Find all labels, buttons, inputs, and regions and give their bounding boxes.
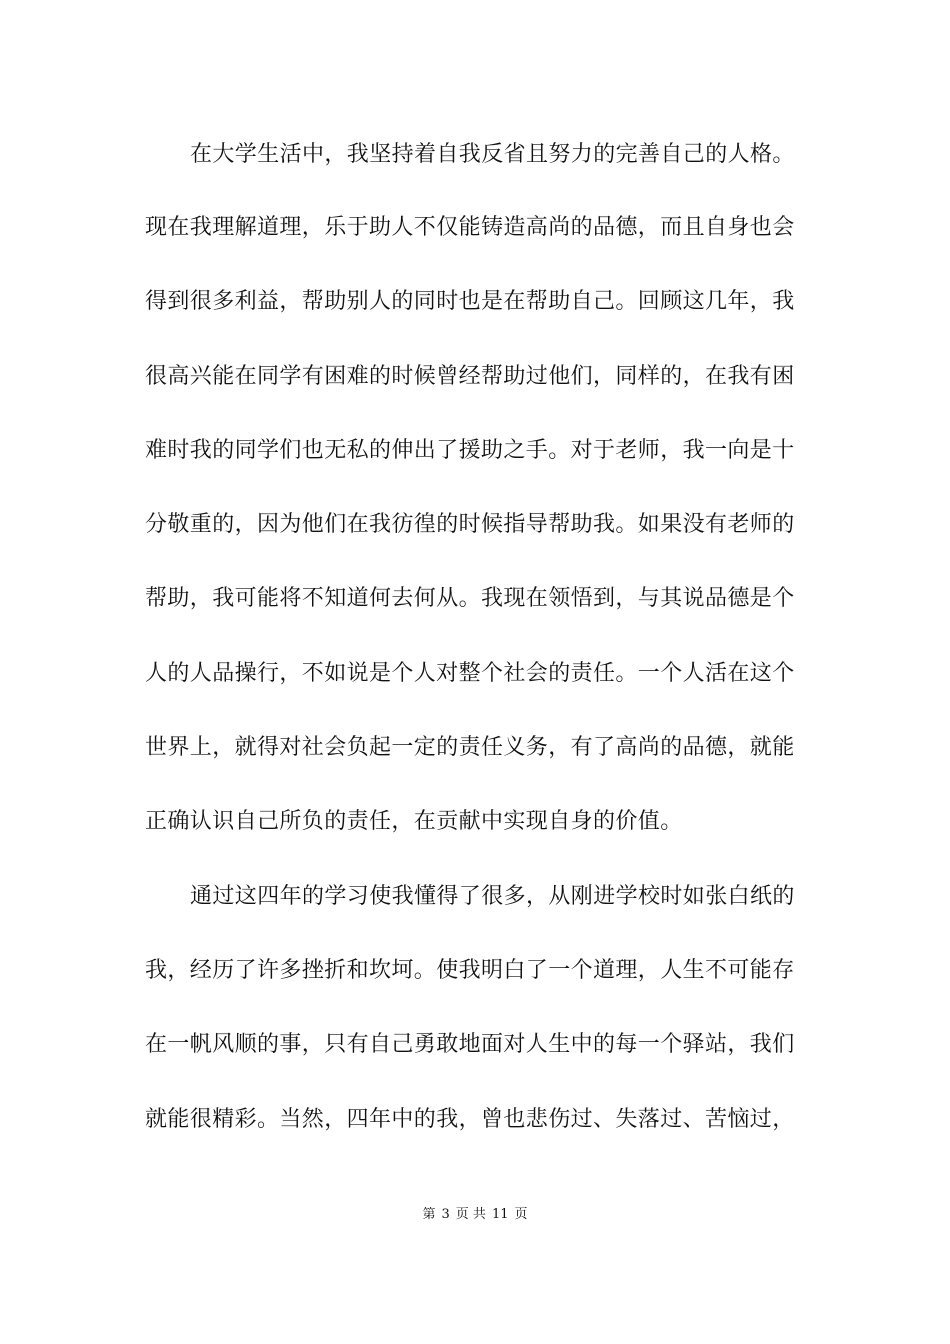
paragraph-1-line-9: 世界上，就得对社会负起一定的责任义务，有了高尚的品德，就能	[145, 735, 795, 760]
paragraph-2-line-4: 就能很精彩。当然，四年中的我，曾也悲伤过、失落过、苦恼过，	[145, 1107, 795, 1132]
paragraph-1-line-5: 难时我的同学们也无私的伸出了援助之手。对于老师，我一向是十	[145, 438, 795, 463]
paragraph-2-line-1: 通过这四年的学习使我懂得了很多，从刚进学校时如张白纸的	[190, 884, 795, 909]
paragraph-1-line-6: 分敬重的，因为他们在我彷徨的时候指导帮助我。如果没有老师的	[145, 512, 795, 537]
paragraph-1-line-7: 帮助，我可能将不知道何去何从。我现在领悟到，与其说品德是个	[145, 586, 795, 611]
footer-mid: 页 共	[455, 1207, 486, 1222]
footer-prefix: 第	[422, 1207, 436, 1222]
footer-current-page: 3	[441, 1207, 450, 1222]
paragraph-1-line-8: 人的人品操行，不如说是个人对整个社会的责任。一个人活在这个	[145, 661, 795, 686]
paragraph-1-line-3: 得到很多利益，帮助别人的同时也是在帮助自己。回顾这几年，我	[145, 289, 795, 314]
paragraph-1-line-2: 现在我理解道理，乐于助人不仅能铸造高尚的品德，而且自身也会	[145, 215, 795, 240]
paragraph-2-line-2: 我，经历了许多挫折和坎坷。使我明白了一个道理，人生不可能存	[145, 958, 795, 983]
paragraph-1-line-10: 正确认识自己所负的责任，在贡献中实现自身的价值。	[145, 809, 683, 834]
footer-total-pages: 11	[491, 1207, 509, 1222]
paragraph-1-line-1: 在大学生活中，我坚持着自我反省且努力的完善自己的人格。	[190, 142, 795, 167]
paragraph-2-line-3: 在一帆风顺的事，只有自己勇敢地面对人生中的每一个驿站，我们	[145, 1032, 795, 1057]
footer-suffix: 页	[514, 1207, 528, 1222]
paragraph-1-line-4: 很高兴能在同学有困难的时候曾经帮助过他们，同样的，在我有困	[145, 364, 795, 389]
page-footer	[0, 1206, 950, 1224]
